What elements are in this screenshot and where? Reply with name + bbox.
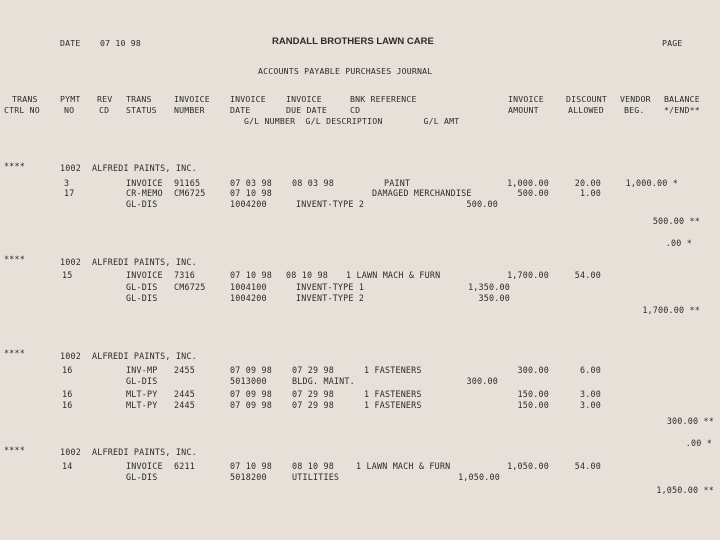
company-name: RANDALL BROTHERS LAWN CARE	[272, 36, 434, 47]
discount-allowed: 3.00	[580, 400, 601, 410]
col-balance-1: BALANCE	[664, 94, 700, 104]
pymt-no: 14	[62, 461, 73, 471]
col-bnk-ref-2: CD	[350, 105, 361, 115]
col-trans-status-2: STATUS	[126, 105, 157, 115]
discount-allowed: 1.00	[580, 188, 601, 198]
gl-amount: 300.00	[466, 376, 498, 386]
gl-description: INVENT-TYPE 2	[296, 293, 365, 303]
reference: 1 FASTENERS	[364, 400, 422, 410]
reference: DAMAGED MERCHANDISE	[372, 188, 472, 198]
invoice-number: 2445	[174, 389, 195, 399]
discount-allowed: 54.00	[574, 461, 601, 471]
col-trans-status-1: TRANS	[126, 94, 152, 104]
trans-status: GL-DIS	[126, 376, 158, 386]
group-total: 300.00 **	[666, 416, 714, 426]
invoice-number: 2455	[174, 365, 195, 375]
gl-description: INVENT-TYPE 1	[296, 282, 365, 292]
col-invoice-number-1: INVOICE	[174, 94, 210, 104]
trans-status: MLT-PY	[126, 400, 158, 410]
gl-amount: 500.00	[466, 199, 498, 209]
col-discount-1: DISCOUNT	[566, 94, 608, 104]
reference: 1 FASTENERS	[364, 389, 422, 399]
trans-ctrl-marker: ****	[4, 161, 25, 171]
vendor-beg-balance: 1,000.00 *	[625, 178, 678, 188]
invoice-number: CM6725	[174, 282, 206, 292]
discount-allowed: 54.00	[574, 270, 601, 280]
reference: 1 LAWN MACH & FURN	[356, 461, 451, 471]
page-label: PAGE	[662, 38, 683, 48]
group-trailer: .00 *	[685, 438, 712, 448]
trans-status: INVOICE	[126, 270, 163, 280]
trans-status: GL-DIS	[126, 199, 158, 209]
trans-status: GL-DIS	[126, 293, 158, 303]
vendor-name: ALFREDI PAINTS, INC.	[92, 257, 197, 267]
discount-allowed: 20.00	[574, 178, 601, 188]
trans-status: INV-MP	[126, 365, 158, 375]
col-bnk-ref-1: BNK REFERENCE	[350, 94, 417, 104]
trans-ctrl-marker: ****	[4, 254, 25, 264]
trans-ctrl-marker: ****	[4, 348, 25, 358]
vendor-number: 1002	[60, 257, 81, 267]
col-vendor-beg-2: BEG.	[624, 105, 645, 115]
reference: 1 FASTENERS	[364, 365, 422, 375]
date-value: 07 10 98	[100, 38, 142, 48]
pymt-no: 16	[62, 389, 73, 399]
col-invoice-date-1: INVOICE	[230, 94, 266, 104]
gl-amount: 1,350.00	[468, 282, 510, 292]
trans-status: MLT-PY	[126, 389, 158, 399]
trans-ctrl-marker: ****	[4, 445, 25, 455]
invoice-amount: 150.00	[517, 389, 549, 399]
invoice-date: 07 10 98	[230, 461, 272, 471]
invoice-date: 07 09 98	[230, 365, 272, 375]
invoice-date: 07 09 98	[230, 400, 272, 410]
gl-amount: 350.00	[478, 293, 510, 303]
trans-status: CR-MEMO	[126, 188, 163, 198]
col-pymt-2: NO	[64, 105, 75, 115]
col-invoice-date-2: DATE	[230, 105, 251, 115]
vendor-number: 1002	[60, 447, 81, 457]
col-trans-ctrl-2: CTRL NO	[4, 105, 40, 115]
col-invoice-amount-1: INVOICE	[508, 94, 544, 104]
col-gl-line: G/L NUMBER G/L DESCRIPTION G/L AMT	[244, 116, 460, 126]
invoice-amount: 1,700.00	[507, 270, 549, 280]
invoice-amount: 500.00	[517, 188, 549, 198]
col-vendor-beg-1: VENDOR	[620, 94, 651, 104]
trans-status: INVOICE	[126, 178, 163, 188]
invoice-due-date: 07 29 98	[292, 365, 334, 375]
gl-description: UTILITIES	[292, 472, 340, 482]
date-label: DATE	[60, 38, 81, 48]
pymt-no: 16	[62, 365, 73, 375]
col-balance-2: */END**	[664, 105, 700, 115]
invoice-due-date: 08 10 98	[292, 461, 334, 471]
col-discount-2: ALLOWED	[568, 105, 604, 115]
invoice-due-date: 08 10 98	[286, 270, 328, 280]
pymt-no: 3	[64, 178, 70, 188]
invoice-number: 7316	[174, 270, 195, 280]
discount-allowed: 3.00	[580, 389, 601, 399]
discount-allowed: 6.00	[580, 365, 601, 375]
invoice-number: 2445	[174, 400, 195, 410]
invoice-date: 07 10 98	[230, 270, 272, 280]
pymt-no: 17	[64, 188, 75, 198]
vendor-name: ALFREDI PAINTS, INC.	[92, 351, 197, 361]
vendor-name: ALFREDI PAINTS, INC.	[92, 163, 197, 173]
invoice-amount: 300.00	[517, 365, 549, 375]
gl-amount: 1,050.00	[458, 472, 500, 482]
col-invoice-due-1: INVOICE	[286, 94, 322, 104]
vendor-number: 1002	[60, 163, 81, 173]
invoice-date: 07 10 98	[230, 188, 272, 198]
invoice-amount: 150.00	[517, 400, 549, 410]
invoice-amount: 1,050.00	[507, 461, 549, 471]
invoice-number: 6211	[174, 461, 195, 471]
invoice-amount: 1,000.00	[507, 178, 549, 188]
pymt-no: 15	[62, 270, 73, 280]
invoice-number: 91165	[174, 178, 201, 188]
gl-number: 5013000	[230, 376, 267, 386]
gl-number: 5018200	[230, 472, 267, 482]
group-total: 1,700.00 **	[642, 305, 700, 315]
gl-number: 1004200	[230, 199, 267, 209]
vendor-name: ALFREDI PAINTS, INC.	[92, 447, 197, 457]
gl-number: 1004100	[230, 282, 267, 292]
col-rev-2: CD	[99, 105, 110, 115]
trans-status: GL-DIS	[126, 472, 158, 482]
col-trans-ctrl-1: TRANS	[12, 94, 38, 104]
invoice-due-date: 08 03 98	[292, 178, 334, 188]
reference: 1 LAWN MACH & FURN	[346, 270, 441, 280]
group-total: 500.00 **	[652, 216, 700, 226]
col-pymt-1: PYMT	[60, 94, 81, 104]
col-rev-1: REV	[97, 94, 113, 104]
trans-status: INVOICE	[126, 461, 163, 471]
invoice-date: 07 09 98	[230, 389, 272, 399]
group-trailer: .00 *	[665, 238, 692, 248]
col-invoice-due-2: DUE DATE	[286, 105, 328, 115]
invoice-date: 07 03 98	[230, 178, 272, 188]
gl-description: INVENT-TYPE 2	[296, 199, 365, 209]
vendor-number: 1002	[60, 351, 81, 361]
report-title: ACCOUNTS PAYABLE PURCHASES JOURNAL	[258, 66, 433, 76]
gl-number: 1004200	[230, 293, 267, 303]
reference: PAINT	[384, 178, 411, 188]
invoice-due-date: 07 29 98	[292, 389, 334, 399]
invoice-due-date: 07 29 98	[292, 400, 334, 410]
group-total: 1,050.00 **	[656, 485, 714, 495]
gl-description: BLDG. MAINT.	[292, 376, 355, 386]
pymt-no: 16	[62, 400, 73, 410]
invoice-number: CM6725	[174, 188, 206, 198]
col-invoice-amount-2: AMOUNT	[508, 105, 539, 115]
col-invoice-number-2: NUMBER	[174, 105, 205, 115]
trans-status: GL-DIS	[126, 282, 158, 292]
